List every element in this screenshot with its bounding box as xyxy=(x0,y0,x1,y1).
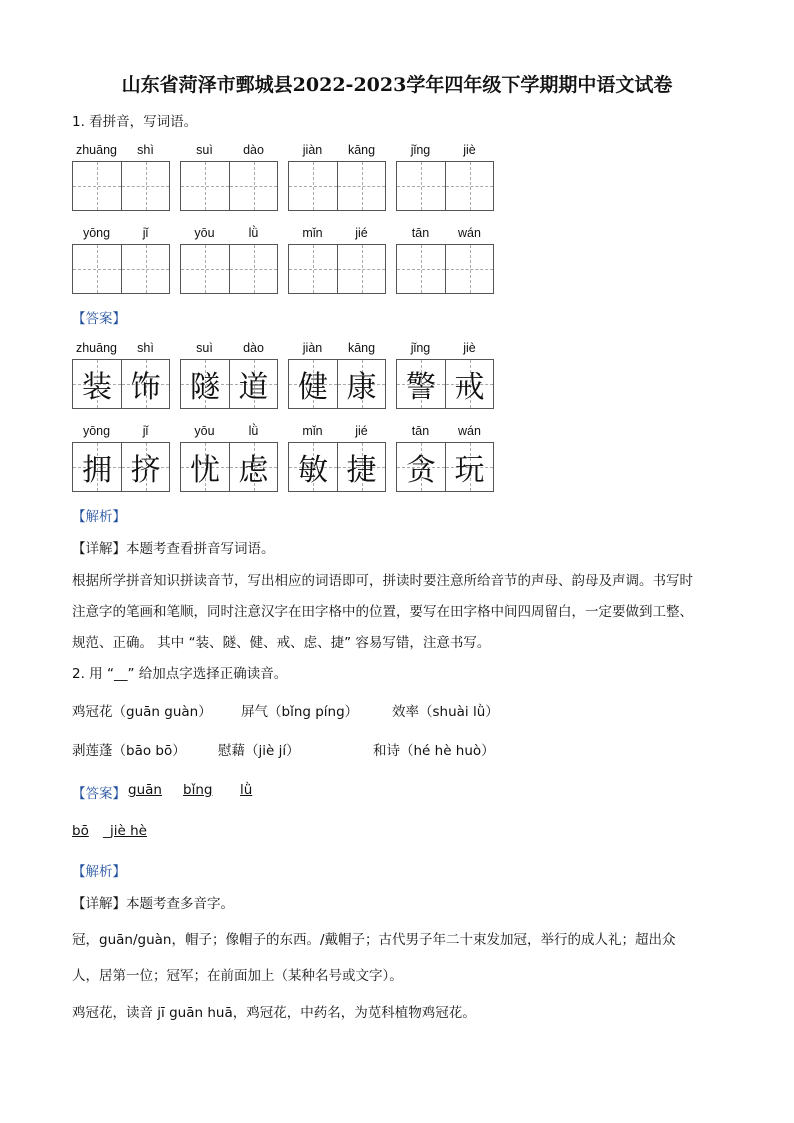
pinyin-label: shì xyxy=(137,143,154,157)
tianzige-cell xyxy=(337,360,385,408)
tianzige-cell xyxy=(445,443,493,491)
answer-character: 敏 xyxy=(298,453,328,488)
q2-item: 屏气（bǐng píng） xyxy=(241,704,359,720)
tianzige-box[interactable] xyxy=(396,161,494,211)
tianzige-cell[interactable] xyxy=(397,162,445,210)
word-group xyxy=(72,226,170,296)
answer-pinyin: jiè hè xyxy=(110,823,147,839)
tianzige-cell xyxy=(229,443,277,491)
tianzige-cell xyxy=(337,443,385,491)
pinyin-label: zhuāng xyxy=(75,341,117,355)
tianzige-cell xyxy=(397,443,445,491)
q2-item: 和诗（hé hè huò） xyxy=(373,743,495,759)
q2-item: 效率（shuài lǜ） xyxy=(392,704,499,720)
tianzige-box[interactable] xyxy=(288,161,386,211)
tianzige-cell[interactable] xyxy=(289,162,337,210)
pinyin-label: yōu xyxy=(194,226,215,240)
tianzige-cell xyxy=(73,360,121,408)
tianzige-box[interactable] xyxy=(180,244,278,294)
tianzige-cell[interactable] xyxy=(73,162,121,210)
word-group xyxy=(288,226,386,296)
pinyin-label: jǐng xyxy=(410,143,431,157)
tianzige-cell[interactable] xyxy=(445,162,493,210)
answer-character: 拥 xyxy=(82,453,112,488)
answer-character: 忧 xyxy=(190,453,220,488)
pinyin-label: kāng xyxy=(347,341,376,355)
tianzige-cell[interactable] xyxy=(229,162,277,210)
analysis-para-line: 冠，guān/guàn，帽子；像帽子的东西。/戴帽子；古代男子年二十束发加冠，举行的成人礼；超出众 xyxy=(72,932,676,948)
pinyin-label: jié xyxy=(355,226,368,240)
pinyin-label: suì xyxy=(196,143,213,157)
pinyin-label: jié xyxy=(355,424,368,438)
q2-item: 慰藉（jiè jí） xyxy=(218,743,300,759)
answer-character: 隧 xyxy=(190,370,220,405)
tianzige-cell[interactable] xyxy=(445,245,493,293)
analysis-label: 【解析】 xyxy=(72,509,126,525)
tianzige-box xyxy=(396,442,494,492)
pinyin-label: lǜ xyxy=(248,424,259,438)
analysis-para-line: 根据所学拼音知识拼读音节，写出相应的词语即可，拼读时要注意所给音节的声母、韵母及声调。书写时 xyxy=(72,573,693,589)
word-group xyxy=(288,143,386,213)
detail-line: 【详解】本题考查看拼音写词语。 xyxy=(72,541,275,557)
word-group xyxy=(396,226,494,296)
q1-prompt: 1. 看拼音，写词语。 xyxy=(72,114,198,130)
pinyin-label: tān xyxy=(411,424,430,438)
pinyin-label: wán xyxy=(458,424,481,438)
pinyin-label: kāng xyxy=(347,143,376,157)
tianzige-cell[interactable] xyxy=(181,162,229,210)
tianzige-cell xyxy=(121,443,169,491)
q2-prompt: 2. 用 “__” 给加点字选择正确读音。 xyxy=(72,666,288,682)
answer-pinyin: lǜ xyxy=(240,782,253,798)
answer-character: 康 xyxy=(346,370,377,405)
tianzige-cell xyxy=(445,360,493,408)
word-group xyxy=(72,341,170,411)
analysis-para-line: 鸡冠花，读音 jī guān huā，鸡冠花，中药名，为苋科植物鸡冠花。 xyxy=(72,1005,476,1021)
pinyin-label: yōng xyxy=(82,424,111,438)
word-group xyxy=(396,143,494,213)
pinyin-label: jiè xyxy=(463,143,476,157)
tianzige-cell xyxy=(181,443,229,491)
answer-character: 健 xyxy=(298,370,328,405)
tianzige-cell xyxy=(121,360,169,408)
tianzige-box xyxy=(396,359,494,409)
tianzige-box xyxy=(72,359,170,409)
pinyin-label: mǐn xyxy=(302,226,323,240)
tianzige-cell[interactable] xyxy=(337,245,385,293)
answer-character: 装 xyxy=(82,370,112,405)
pinyin-label: wán xyxy=(458,226,481,240)
pinyin-label: tān xyxy=(411,226,430,240)
pinyin-label: yōu xyxy=(194,424,215,438)
answer-pinyin: bǐng xyxy=(183,782,213,798)
word-group xyxy=(180,341,278,411)
tianzige-cell[interactable] xyxy=(73,245,121,293)
tianzige-cell xyxy=(229,360,277,408)
answer-character: 贪 xyxy=(406,453,436,488)
tianzige-cell xyxy=(181,360,229,408)
analysis-para-line: 规范、正确。 其中 “装、隧、健、戒、虑、捷” 容易写错，注意书写。 xyxy=(72,635,491,651)
q2-item: 鸡冠花（guān guàn） xyxy=(72,704,212,720)
pinyin-label: shì xyxy=(137,341,154,355)
tianzige-cell[interactable] xyxy=(397,245,445,293)
tianzige-box xyxy=(288,442,386,492)
word-group xyxy=(288,341,386,411)
word-group xyxy=(180,424,278,494)
tianzige-box[interactable] xyxy=(72,161,170,211)
tianzige-box[interactable] xyxy=(180,161,278,211)
tianzige-cell xyxy=(289,443,337,491)
word-group xyxy=(396,341,494,411)
analysis-label: 【解析】 xyxy=(72,864,126,880)
tianzige-cell[interactable] xyxy=(289,245,337,293)
pinyin-label: jǐ xyxy=(142,424,149,438)
tianzige-box xyxy=(288,359,386,409)
pinyin-label: yōng xyxy=(82,226,111,240)
answer-label: 【答案】 xyxy=(72,786,126,802)
pinyin-label: jǐ xyxy=(142,226,149,240)
tianzige-box[interactable] xyxy=(72,244,170,294)
answer-character: 挤 xyxy=(130,453,161,488)
tianzige-box xyxy=(180,442,278,492)
tianzige-box[interactable] xyxy=(288,244,386,294)
tianzige-cell[interactable] xyxy=(229,245,277,293)
tianzige-cell xyxy=(73,443,121,491)
pinyin-label: jiè xyxy=(463,341,476,355)
answer-pinyin: guān xyxy=(128,782,162,798)
analysis-para-line: 人，居第一位；冠军；在前面加上（某种名号或文字）。 xyxy=(72,968,403,984)
answer-character: 警 xyxy=(406,370,436,405)
tianzige-box xyxy=(72,442,170,492)
tianzige-cell[interactable] xyxy=(121,162,169,210)
pinyin-label: zhuāng xyxy=(75,143,117,157)
pinyin-label: dào xyxy=(243,341,264,355)
tianzige-box[interactable] xyxy=(396,244,494,294)
answer-character: 道 xyxy=(238,370,269,405)
pinyin-label: dào xyxy=(243,143,264,157)
tianzige-cell[interactable] xyxy=(181,245,229,293)
page-title: 山东省菏泽市鄄城县2022-2023学年四年级下学期期中语文试卷 xyxy=(121,74,673,96)
pinyin-label: lǜ xyxy=(248,226,259,240)
pinyin-label: suì xyxy=(196,341,213,355)
detail-line: 【详解】本题考查多音字。 xyxy=(72,896,234,912)
pinyin-label: jiàn xyxy=(302,341,323,355)
answer-character: 饰 xyxy=(130,370,161,405)
word-group xyxy=(180,226,278,296)
tianzige-cell xyxy=(289,360,337,408)
analysis-para-line: 注意字的笔画和笔顺，同时注意汉字在田字格中的位置，要写在田字格中间四周留白，一定要做到工整、 xyxy=(72,604,693,620)
pinyin-label: mǐn xyxy=(302,424,323,438)
tianzige-cell[interactable] xyxy=(121,245,169,293)
tianzige-box xyxy=(180,359,278,409)
word-group xyxy=(72,143,170,213)
pinyin-label: jiàn xyxy=(302,143,323,157)
word-group xyxy=(72,424,170,494)
answer-pinyin: bō xyxy=(72,823,89,839)
answer-character: 虑 xyxy=(238,453,269,488)
answer-label: 【答案】 xyxy=(72,311,126,327)
tianzige-cell[interactable] xyxy=(337,162,385,210)
q2-item: 剥莲蓬（bāo bō） xyxy=(72,743,186,759)
answer-character: 戒 xyxy=(454,370,485,405)
word-group xyxy=(396,424,494,494)
tianzige-cell xyxy=(397,360,445,408)
answer-blank: _ xyxy=(103,823,110,839)
word-group xyxy=(288,424,386,494)
word-group xyxy=(180,143,278,213)
answer-character: 捷 xyxy=(346,453,377,488)
pinyin-label: jǐng xyxy=(410,341,431,355)
answer-character: 玩 xyxy=(454,453,485,488)
